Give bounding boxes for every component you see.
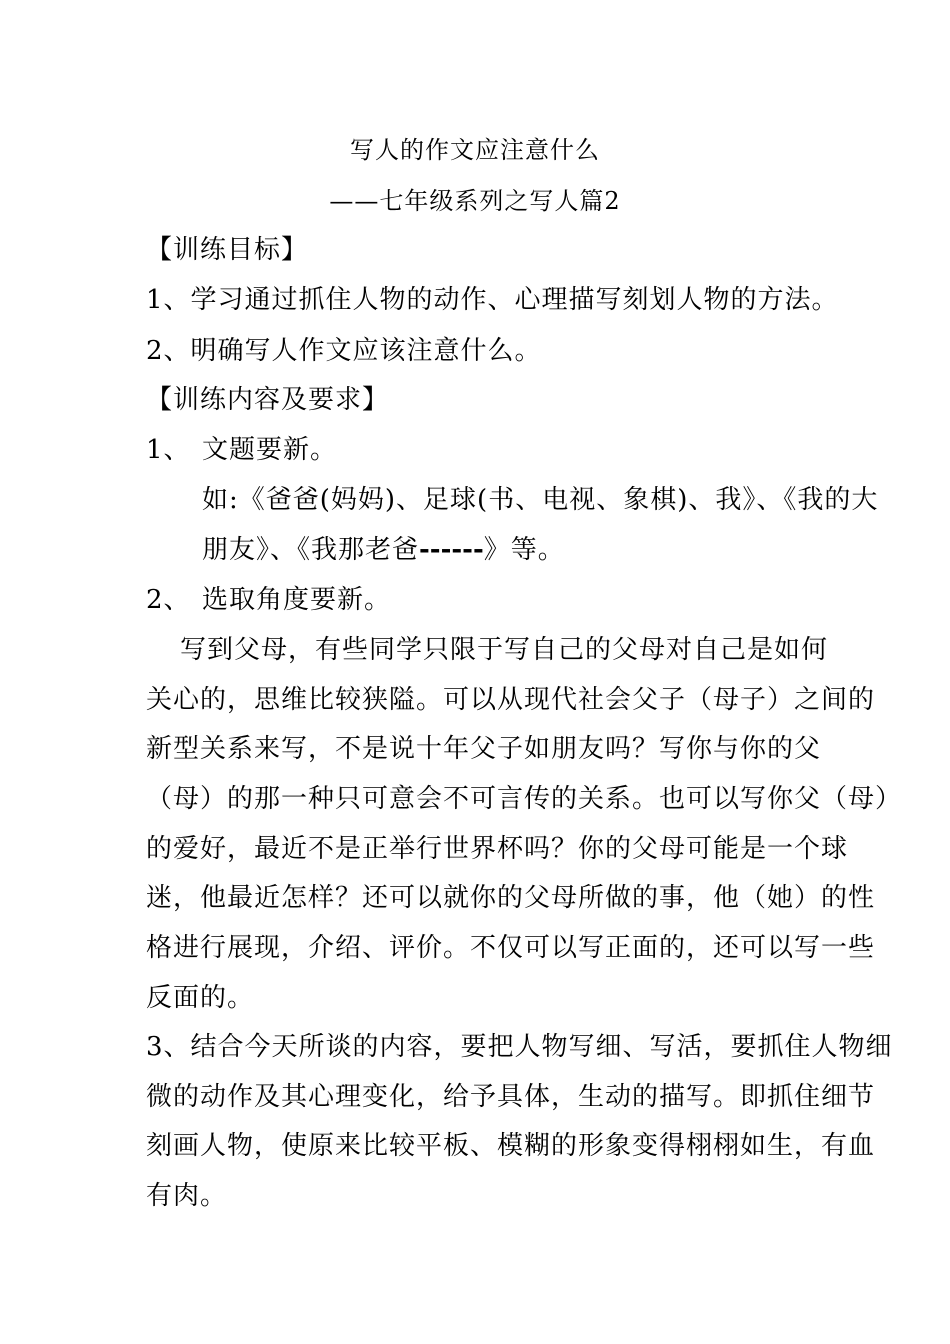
- paragraph-line: （母）的那一种只可意会不可言传的关系。也可以写你父（母）: [146, 784, 903, 814]
- goal-item-1: 1、学习通过抓住人物的动作、心理描写刻划人物的方法。: [146, 285, 839, 315]
- paragraph-line: 格进行展现，介绍、评价。不仅可以写正面的，还可以写一些: [146, 933, 876, 963]
- content-item-3-line: 有肉。: [146, 1181, 228, 1211]
- paragraph-line: 反面的。: [146, 983, 255, 1013]
- content-item-3-line: 刻画人物，使原来比较平板、模糊的形象变得栩栩如生，有血: [146, 1131, 876, 1161]
- paragraph-line: 新型关系来写，不是说十年父子如朋友吗？写你与你的父: [146, 734, 822, 764]
- paragraph-line: 写到父母，有些同学只限于写自己的父母对自己是如何: [180, 635, 829, 665]
- content-item-1-example-line-2: [202, 534, 565, 566]
- content-item-2-text: 选取角度要新。: [202, 585, 392, 615]
- example-text-b: 》等。: [483, 535, 565, 565]
- paragraph-line: 关心的，思维比较狭隘。可以从现代社会父子（母子）之间的: [146, 685, 876, 715]
- content-item-3-line: 微的动作及其心理变化，给予具体，生动的描写。即抓住细节: [146, 1082, 876, 1112]
- example-text-a: 朋友》、《我那老爸: [202, 535, 420, 565]
- section-heading-goals: 【训练目标】: [146, 235, 309, 265]
- content-item-1-number: 1、: [146, 435, 191, 465]
- content-item-2-number: 2、: [146, 585, 191, 615]
- document-title: 写人的作文应注意什么: [350, 136, 600, 164]
- paragraph-line: 迷，他最近怎样？还可以就你的父母所做的事，他（她）的性: [146, 883, 876, 913]
- goal-item-2: 2、明确写人作文应该注意什么。: [146, 336, 542, 366]
- paragraph-line: 的爱好，最近不是正举行世界杯吗？你的父母可能是一个球: [146, 834, 849, 864]
- section-heading-content: 【训练内容及要求】: [146, 385, 390, 415]
- content-item-1-text: 文题要新。: [202, 435, 338, 465]
- content-item-1-example-line-1: 如:《爸爸(妈妈)、足球(书、电视、象棋)、我》、《我的大: [202, 485, 879, 515]
- example-dash: ------: [419, 535, 484, 565]
- content-item-3-line: 3、结合今天所谈的内容，要把人物写细、写活，要抓住人物细: [146, 1032, 893, 1062]
- document-subtitle: ——七年级系列之写人篇2: [329, 187, 621, 215]
